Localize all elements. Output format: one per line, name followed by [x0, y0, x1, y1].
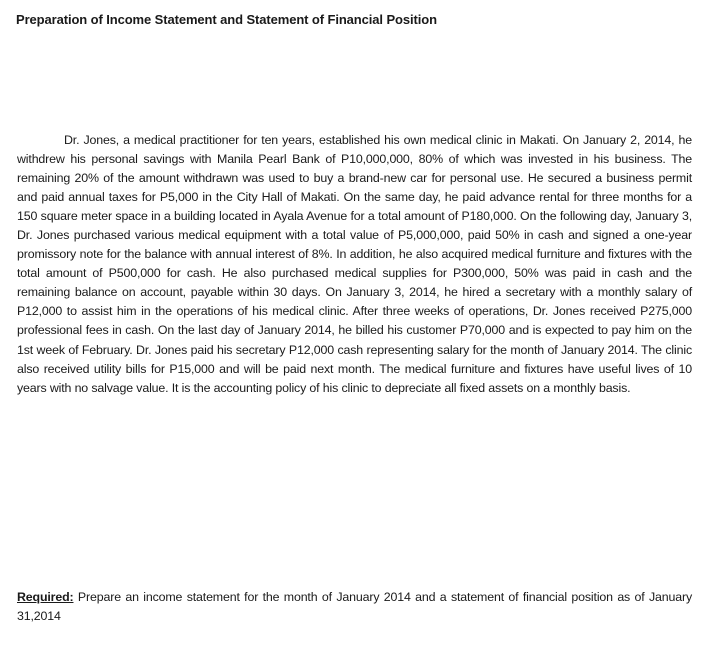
required-paragraph	[17, 588, 692, 626]
required-label: Required:	[17, 590, 74, 604]
document-title: Preparation of Income Statement and Statement of Financial Position	[16, 12, 437, 27]
required-text: Prepare an income statement for the month of January 2014 and a statement of financial position as of January 31,2014	[17, 590, 692, 623]
problem-paragraph: Dr. Jones, a medical practitioner for ten years, established his own medical clinic in Makati. On January 2, 2014, he withdrew his personal savings with Manila Pearl Bank of P10,000,000, 80% of which was invested in his business. The remaining 20% of the amount withdrawn was used to buy a brand-new car for personal use. He secured a business permit and paid annual taxes for P5,000 in the City Hall of Makati. On the same day, he paid advance rental for three months for a 150 square meter space in a building located in Ayala Avenue for a total amount of P180,000. On the following day, January 3, Dr. Jones purchased various medical equipment with a total value of P5,000,000, paid 50% in cash and signed a one-year promissory note for the balance with annual interest of 8%. In addition, he also acquired medical furniture and fixtures with the total amount of P500,000 for cash. He also purchased medical supplies for P300,000, 50% was paid in cash and the remaining balance on account, payable within 30 days. On January 3, 2014, he hired a secretary with a monthly salary of P12,000 to assist him in the operations of his medical clinic. After three weeks of operations, Dr. Jones received P275,000 professional fees in cash. On the last day of January 2014, he billed his customer P70,000 and is expected to pay him on the 1st week of February. Dr. Jones paid his secretary P12,000 cash representing salary for the month of January 2014. The clinic also received utility bills for P15,000 and will be paid next month. The medical furniture and fixtures have useful lives of 10 years with no salvage value. It is the accounting policy of his clinic to depreciate all fixed assets on a monthly basis.	[17, 133, 692, 395]
